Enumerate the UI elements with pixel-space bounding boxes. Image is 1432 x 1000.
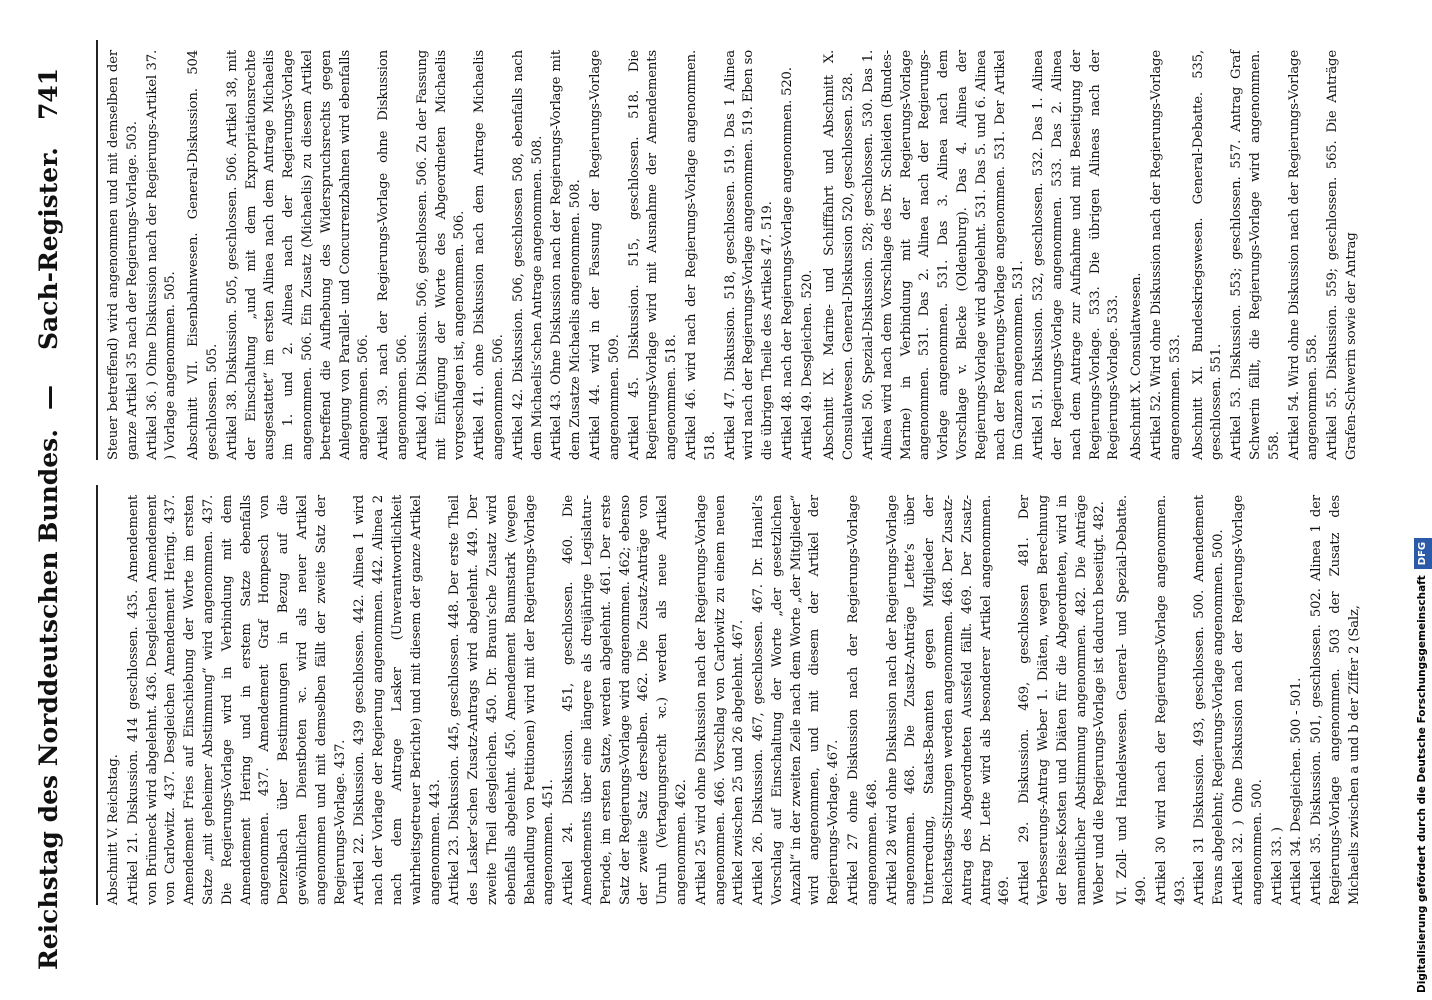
index-entry: Artikel 38. Diskussion. 505, geschlossen. 506. Artikel 38, mit der Einschaltung „und mit dem Expropriationsrechte ausgestattet“ im ersten Alinea nach dem Antrage Michaelis im 1. und 2. Alinea nach der Regierungs-Vorlage angenommen. 506. Ein Zusatz (Michaelis) zu diesem Artikel betreffend die Aufhebung des Widerspruchsrechts gegen Anlegung von Parallel- und Concurrenzbahnen wird ebenfalls angenommen. 506. <box>224 50 372 460</box>
index-entry: Artikel 34. Desgleichen. 500 - 501. <box>1289 677 1305 905</box>
dfg-logo: DFG <box>1414 538 1432 569</box>
index-entry: Artikel 31 Diskussion. 493, geschlossen. 500. Amendement Evans abgelehnt; Regierungs-Vorlage angenommen. 500. <box>1192 495 1227 905</box>
index-entry: Artikel 36. ) Ohne Diskussion nach der Regierungs-Artikel 37. ) Vorlage angenommen. 505. <box>144 50 179 460</box>
index-entry: Artikel 21. Diskussion. 414 geschlossen. 435. Amendement von Brünneck wird abgelehnt. 436. Desgleichen Amendement von Carlowitz. 437. Desgleichen Amendement Hering. 437. Amendement Fries auf Einschiebung der Worte im ersten Satze „mit geheimer Abstimmung“ wird angenommen. 437. Die Regierungs-Vorlage wird in Verbindung mit dem Amendement Hering und in erstem Satze ebenfalls angenommen. 437. Amendement Graf Hompesch von Denzelbach über Bestimmungen in Bezug auf die gewöhnlichen Dienstboten ꝛc. wird als neuer Artikel angenommen und mit demselben fällt der zweite Satz der Regierungs-Vorlage. 437. <box>125 495 348 905</box>
index-entry: Artikel 53. Diskussion. 553; geschlossen. 557. Antrag Graf Schwerin fällt, die Regierungs-Vorlage wird angenommen. 558. <box>1229 50 1282 460</box>
index-entry: Artikel 24. Diskussion. 451, geschlossen. 460. Die Amendements über eine längere als dreijährige Legislatur-Periode, im ersten Satze, werden abgelehnt. 461. Der erste Satz der Regierungs-Vorlage wird angenommen. 462; ebenso der zweite Satz derselben. 462. Die Zusatz-Anträge von Unruh (Vertagungsrecht ꝛc.) werden als neue Artikel angenommen. 462. <box>561 495 689 905</box>
running-header <box>34 67 74 970</box>
index-entry: Artikel 40. Diskussion. 506, geschlossen. 506. Zu der Fassung mit Einfügung der Worte des Abgeordneten Michaelis vorgeschlagen ist, angenommen. 506. <box>414 50 468 460</box>
index-entry: Artikel 27 ohne Diskussion nach der Regierungs-Vorlage angenommen. 468. <box>846 495 880 905</box>
index-entry: Artikel 50. Spezial-Diskussion. 528; geschlossen. 530. Das 1. Alinea wird nach dem Vorschlage des Dr. Schleiden (Bundes-Marine) in Verbindung mit der Regierungs-Vorlage angenommen. 531. Das 2. Alinea nach der Regierungs-Vorlage angenommen. 531. Das 3. Alinea nach dem Vorschlage v. Blecke (Oldenburg). Das 4. Alinea der Regierungs-Vorlage wird abgelehnt. 531. Das 5. und 6. Alinea nach der Regierungs-Vorlage angenommen. 531. Der Artikel im Ganzen angenommen. 531. <box>861 50 1027 460</box>
index-entry: Artikel 42. Diskussion. 506, geschlossen 508, ebenfalls nach dem Michaelis’schen Antrage angenommen. 508. <box>510 50 545 460</box>
page-number: 741 <box>34 67 63 120</box>
header-dash: — <box>34 385 63 410</box>
section-heading: Abschnitt X. Consulatwesen. <box>1129 272 1145 460</box>
index-entry: Artikel 55. Diskussion. 559; geschlossen. 565. Die Anträge Grafen-Schwerin sowie der Antrag <box>1325 50 1359 460</box>
section-heading: Abschnitt IX. Marine- und Schifffahrt und Abschnitt X. Consulatwesen. General-Diskussion 520, geschlossen. 528. <box>822 50 857 460</box>
right-column <box>105 50 1363 460</box>
index-entry: Artikel 43. Ohne Diskussion nach der Regierungs-Vorlage mit dem Zusatze Michaelis angenommen. 508. <box>549 50 584 460</box>
funding-note-text <box>1413 8 1431 993</box>
funding-text: Digitalisierung gefördert durch die Deutsche Forschungsgemeinschaft <box>1416 575 1428 993</box>
index-entry: Artikel 35. Diskussion. 501, geschlossen. 502. Alinea 1 der Regierungs-Vorlage angenommen. 503 der Zusatz des Michaelis zwischen a und b der Ziffer 2 (Salz, <box>1309 495 1362 905</box>
index-entry: Artikel 46. wird nach der Regierungs-Vorlage angenommen. 518. <box>683 50 718 460</box>
index-entry: Abschnitt V. Reichstag. <box>106 754 121 905</box>
index-entry: Artikel 48. nach der Regierungs-Vorlage angenommen. 520. <box>779 67 795 460</box>
index-entry: Steuer betreffend) wird angenommen und mit demselben der ganze Artikel 35 nach der Regierungs-Vorlage. 503. <box>106 50 140 460</box>
section-heading: Abschnitt XI. Bundeskriegswesen. General-Debatte. 535, geschlossen. 551. <box>1190 50 1225 460</box>
index-entry: Artikel 44. wird in der Fassung der Regierungs-Vorlage angenommen. 509. <box>587 50 622 460</box>
index-entry: Artikel 28 wird ohne Diskussion nach der Regierungs-Vorlage angenommen. 468. Die Zusatz-Anträge Lette’s über Unterredung, Staats-Beamten gegen Mitglieder der Reichstags-Sitzungen werden angenommen. 468. Der Zusatz-Antrag des Abgeordneten Aussfeld fällt. 469. Der Zusatz-Antrag Dr. Lette wird als besonderer Artikel angenommen. 469. <box>884 495 1013 905</box>
index-entry: Artikel 54. Wird ohne Diskussion nach der Regierungs-Vorlage angenommen. 558. <box>1286 50 1321 460</box>
index-entry: Artikel 22. Diskussion. 439 geschlossen. 442. Alinea 1 wird nach der Vorlage der Regierung angenommen. 442. Alinea 2 nach dem Antrage Lasker (Unverantwortlichkeit wahrheitsgetreuer Berichte) und mit diesem der ganze Artikel angenommen. 443. <box>352 495 443 905</box>
index-entry: Artikel 52. Wird ohne Diskussion nach der Regierungs-Vorlage angenommen. 533. <box>1149 50 1183 460</box>
index-entry: Artikel 23. Diskussion. 445, geschlossen. 448. Der erste Theil des Lasker’schen Zusatz-Antrags wird abgelehnt. 449. Der zweite Theil desgleichen. 450. Dr. Braun’sche Zusatz wird ebenfalls abgelehnt. 450. Amendement Baumstark (wegen Behandlung von Petitionen) wird mit der Regierungs-Vorlage angenommen. 451. <box>447 495 557 905</box>
index-entry: Artikel 32. ) Ohne Diskussion nach der Regierungs-Vorlage angenommen. 500. <box>1231 495 1265 905</box>
index-entry: Artikel 25 wird ohne Diskussion nach der Regierungs-Vorlage angenommen. 466. Vorschlag von Carlowitz zu einem neuen Artikel zwischen 25 und 26 abgelehnt. 467. <box>693 495 747 905</box>
index-entry: Artikel 47. Diskussion. 518, geschlossen. 519. Das 1 Alinea wird nach der Regierungs-Vorlage angenommen. 519. Eben so die übrigen Theile des Artikels 47. 519. <box>722 50 776 460</box>
index-entry: Artikel 30 wird nach der Regierungs-Vorlage angenommen. 493. <box>1153 495 1188 905</box>
header-rule-left <box>96 485 98 905</box>
index-entry: Artikel 26. Diskussion. 467, geschlossen. 467. Dr. Haniel’s Vorschlag auf Einschaltung der Worte „der gesetzlichen Anzahl“ in der zweiten Zeile nach dem Worte „der Mitglieder“ wird angenommen, und mit diesem der Artikel der Regierungs-Vorlage. 467. <box>751 495 842 905</box>
index-entry: Artikel 33. ) <box>1269 827 1285 905</box>
header-section: Sach-Register. <box>34 147 63 350</box>
header-title: Reichstag des Norddeutschen Bundes. <box>34 429 63 970</box>
index-entry: Artikel 29. Diskussion. 469, geschlossen 481. Der Verbesserungs-Antrag Weber 1. Diäten, wegen Berechnung der Reise-Kosten und Diäten für die Abgeordneten, wird in namentlicher Abstimmung angenommen. 482. Die Anträge Weber und die Regierungs-Vorlage ist dadurch beseitigt. 482. <box>1017 495 1108 905</box>
index-entry: Artikel 39. nach der Regierungs-Vorlage ohne Diskussion angenommen. 506. <box>376 50 410 460</box>
header-rule-right <box>96 40 98 460</box>
left-column <box>105 495 1366 905</box>
index-entry: Artikel 45. Diskussion. 515, geschlossen. 518. Die Regierungs-Vorlage wird mit Ausnahme der Amendements angenommen. 518. <box>626 50 680 460</box>
index-entry: Artikel 51. Diskussion. 532, geschlossen. 532. Das 1. Alinea der Regierungs-Vorlage angenommen. 533. Das 2. Alinea nach dem Antrage zur Aufnahme und mit Beseitigung der Regierungs-Vorlage. 533. Die übrigen Alineas nach der Regierungs-Vorlage. 533. <box>1031 50 1122 460</box>
section-heading: Abschnitt VII. Eisenbahnwesen. General-Diskussion. 504 geschlossen. 505. <box>186 50 220 460</box>
funding-note <box>1411 8 1432 993</box>
index-entry: Artikel 49. Desgleichen. 520. <box>799 269 815 460</box>
section-heading: VI. Zoll- und Handelswesen. General- und Spezial-Debatte. 490. <box>1115 495 1150 905</box>
index-entry: Artikel 41. ohne Diskussion nach dem Antrage Michaelis angenommen. 506. <box>472 50 506 460</box>
